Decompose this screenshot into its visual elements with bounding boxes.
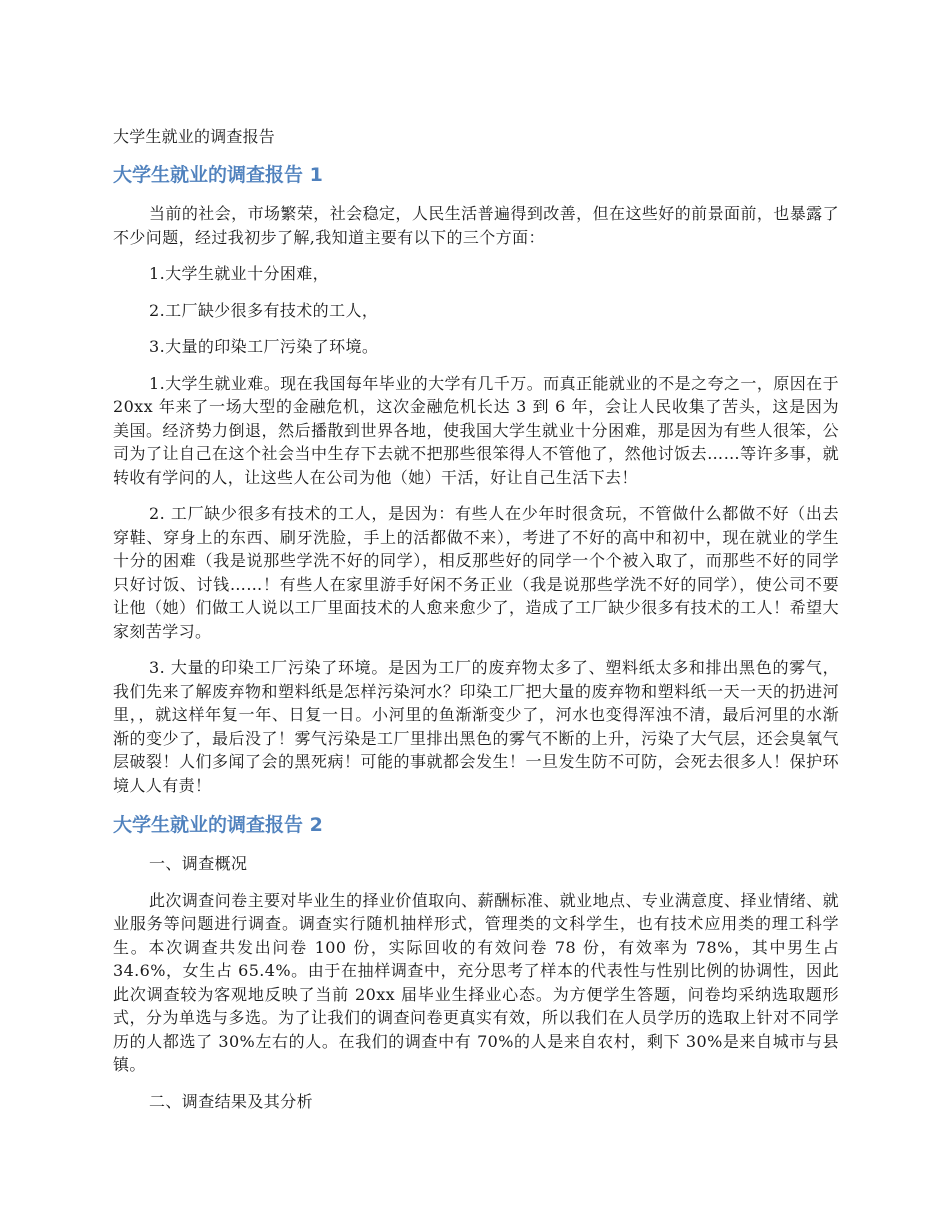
- section-heading: 大学生就业的调查报告 2: [113, 814, 323, 836]
- document-title: 大学生就业的调查报告: [113, 127, 276, 146]
- report-section-2: [113, 810, 839, 1113]
- paragraph: 3. 大量的印染工厂污染了环境。是因为工厂的废弃物太多了、塑料纸太多和排出黑色的雾气，我们先来了解废弃物和塑料纸是怎样污染河水？印染工厂把大量的废弃物和塑料纸一天一天的扔进河里，，就这样年复一年、日复一日。小河里的鱼渐渐变少了，河水也变得浑浊不清，最后河里的水渐渐的变少了，最后没了！雾气污染是工厂里排出黑色的雾气不断的上升，污染了大气层，还会臭氧气层破裂！人们多闻了会的黑死病！可能的事就都会发生！一旦发生防不可防，会死去很多人！保护环境人人有责！: [113, 658, 839, 795]
- list-item: 2.工厂缺少很多有技术的工人，: [149, 300, 379, 320]
- paragraph: 此次调查问卷主要对毕业生的择业价值取向、薪酬标准、就业地点、专业满意度、择业情绪、就业服务等问题进行调查。调查实行随机抽样形式，管理类的文科学生，也有技术应用类的理工科学生。本次调查共发出问卷 100 份，实际回收的有效问卷 78 份，有效率为 78%，其中男生占 34.6%，女生占 65.4%。由于在抽样调查中，充分思考了样本的代表性与性别比例的协调性，因此此次调查较为客观地反映了当前 20xx 届毕业生择业心态。为方便学生答题，问卷均采纳选取题形式，分为单选与多选。为了让我们的调查问卷更真实有效，所以我们在人员学历的选取上针对不同学历的人都选了 30%左右的人。在我们的调查中有 70%的人是来自农村，剩下 30%是来自城市与县镇。: [113, 890, 839, 1074]
- list-item: 3.大量的印染工厂污染了环境。: [149, 337, 379, 356]
- report-section-1: [113, 160, 839, 797]
- subsection-heading: 一、调查概况: [149, 854, 248, 873]
- subsection-heading: 二、调查结果及其分析: [149, 1091, 314, 1111]
- paragraph: 2. 工厂缺少很多有技术的工人，是因为：有些人在少年时很贪玩，不管做什么都做不好（出去穿鞋、穿身上的东西、刷牙洗脸，手上的活都做不来），考进了不好的高中和初中，现在就业的学生十分的困难（我是说那些学洗不好的同学），相反那些好的同学一个个被入取了，而那些不好的同学只好讨饭、讨钱……！有些人在家里游手好闲不务正业（我是说那些学洗不好的同学），使公司不要让他（她）们做工人说以工厂里面技术的人愈来愈少了，造成了工厂缺少很多有技术的工人！希望大家刻苦学习。: [113, 504, 839, 641]
- paragraph: 当前的社会，市场繁荣，社会稳定，人民生活普遍得到改善，但在这些好的前景面前，也暴露了不少问题，经过我初步了解,我知道主要有以下的三个方面：: [113, 204, 839, 247]
- document-page: [113, 124, 839, 1126]
- section-heading: 大学生就业的调查报告 1: [113, 164, 323, 186]
- list-item: 1.大学生就业十分困难，: [149, 264, 330, 283]
- paragraph: 1.大学生就业难。现在我国每年毕业的大学有几千万。而真正能就业的不是之夸之一，原因在于 20xx 年来了一场大型的金融危机，这次金融危机长达 3 到 6 年，会让人民收集了苦头，这是因为美国。经济势力倒退，然后播散到世界各地，使我国大学生就业十分困难，那是因为有些人很笨，公司为了让自己在这个社会当中生存下去就不把那些很笨得人不管他了，然他讨饭去……等许多事，就转收有学问的人，让这些人在公司为他（她）干活，好让自己生活下去！: [113, 373, 839, 487]
